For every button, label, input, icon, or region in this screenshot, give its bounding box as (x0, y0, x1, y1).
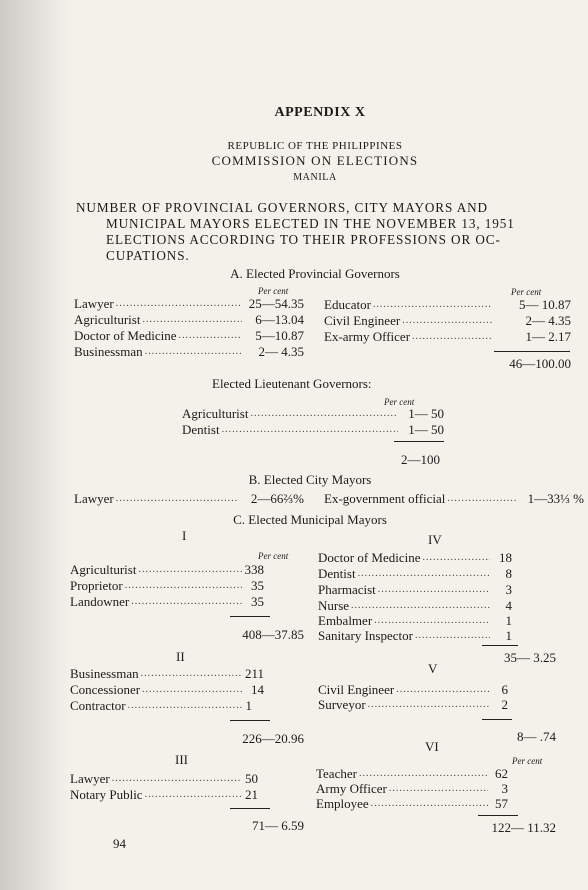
section-a-title: A. Elected Provincial Governors (230, 266, 400, 281)
total-rule (482, 719, 512, 720)
per-cent-label: Per cent (258, 551, 289, 561)
per-cent-label: Per cent (258, 286, 289, 296)
lieutenant-row (182, 422, 398, 437)
total-rule (394, 441, 444, 442)
row-value: 3 (501, 781, 508, 796)
row-value: 35 (251, 578, 264, 593)
row-label: Agriculturist (74, 312, 141, 327)
row-value: 14 (251, 682, 264, 697)
lieutenant-total: 2—100 (401, 452, 440, 467)
row-label: Ex-army Officer (324, 329, 411, 344)
row-label: Pharmacist (318, 582, 376, 597)
per-cent-label: Per cent (512, 756, 543, 766)
mayor-row (316, 766, 488, 781)
row-value: 35 (251, 594, 264, 609)
manila-line: MANILA (293, 172, 337, 183)
row-label: Educator (324, 297, 371, 312)
row-label: Civil Engineer (318, 682, 395, 697)
row-label: Dentist (182, 422, 220, 437)
row-label: Army Officer (316, 781, 387, 796)
mayor-row (70, 787, 242, 802)
mayor-row (318, 697, 490, 712)
row-value: 1— 50 (408, 422, 444, 437)
total-rule (230, 808, 270, 809)
group-total: 226—20.96 (242, 731, 304, 746)
mayor-row (316, 796, 488, 811)
mayor-row (318, 566, 490, 581)
row-label: Doctor of Medicine (318, 550, 421, 565)
row-value: 6 (501, 682, 508, 697)
row-label: Lawyer (74, 296, 114, 311)
row-label: Dentist (318, 566, 356, 581)
lieutenant-title: Elected Lieutenant Governors: (212, 376, 372, 391)
page-number: 94 (113, 836, 126, 851)
heading-line-1: NUMBER OF PROVINCIAL GOVERNORS, CITY MAYORS AND (76, 200, 488, 215)
row-label: Proprietor (70, 578, 123, 593)
row-value: 211 (244, 666, 264, 681)
heading-line-4: CUPATIONS. (106, 248, 190, 263)
row-label: Doctor of Medicine (74, 328, 177, 343)
group-numeral: II (176, 649, 185, 664)
row-label: Employee (316, 796, 369, 811)
mayor-row (70, 578, 242, 593)
row-value: 5— 10.87 (519, 297, 571, 312)
governor-row (324, 313, 492, 328)
mayor-row (70, 562, 242, 577)
row-value: 2 (501, 697, 508, 712)
row-label: Notary Public (70, 787, 143, 802)
total-rule (478, 815, 518, 816)
group-numeral: I (182, 528, 187, 543)
group-numeral: IV (428, 532, 442, 547)
governor-row (74, 344, 242, 359)
scan-shadow (0, 0, 70, 890)
total-rule (230, 720, 270, 721)
appendix-title: APPENDIX X (274, 105, 366, 120)
mayor-row (318, 628, 490, 643)
mayor-row (70, 698, 242, 713)
row-value: 2— 4.35 (525, 313, 571, 328)
row-label: Surveyor (318, 697, 366, 712)
governor-row (324, 297, 492, 312)
row-value: 5—10.87 (255, 328, 304, 343)
commission-line: COMMISSION ON ELECTIONS (211, 153, 419, 168)
republic-line: REPUBLIC OF THE PHILIPPINES (227, 140, 403, 152)
row-value: 2— 4.35 (258, 344, 304, 359)
mayor-row (318, 613, 490, 628)
row-label: Lawyer (74, 491, 114, 506)
group-total: 122— 11.32 (491, 820, 556, 835)
heading-line-2: MUNICIPAL MAYORS ELECTED IN THE NOVEMBER 13, 1951 (106, 216, 515, 231)
row-value: 1—33⅓ % (527, 491, 584, 506)
mayor-row (70, 771, 242, 786)
group-total: 408—37.85 (242, 627, 304, 642)
row-value: 1— 2.17 (525, 329, 571, 344)
row-value: 8 (505, 566, 512, 581)
section-c-title: C. Elected Municipal Mayors (233, 512, 387, 527)
row-value: 6—13.04 (255, 312, 304, 327)
governor-row (74, 328, 242, 343)
mayor-row (70, 666, 242, 681)
row-value: 2—66⅔% (250, 491, 304, 506)
row-label: Contractor (70, 698, 126, 713)
row-label: Landowner (70, 594, 130, 609)
row-value: 1 (245, 698, 252, 713)
group-total: 35— 3.25 (504, 650, 556, 665)
row-label: Concessioner (70, 682, 141, 697)
row-label: Nurse (318, 598, 350, 613)
per-cent-label: Per cent (384, 397, 415, 407)
row-value: 4 (505, 598, 512, 613)
mayor-row (318, 582, 490, 597)
mayor-row (316, 781, 488, 796)
group-total: 8— .74 (517, 729, 556, 744)
total-rule (230, 616, 270, 617)
per-cent-label: Per cent (511, 287, 542, 297)
group-total: 71— 6.59 (252, 818, 304, 833)
row-label: Teacher (316, 766, 357, 781)
row-value: 18 (499, 550, 512, 565)
row-value: 62 (495, 766, 508, 781)
lieutenant-row (182, 406, 398, 421)
row-label: Businessman (74, 344, 143, 359)
row-label: Sanitary Inspector (318, 628, 413, 643)
heading-line-3: ELECTIONS ACCORDING TO THEIR PROFESSIONS OR OC- (106, 232, 501, 247)
row-value: 50 (245, 771, 258, 786)
row-label: Lawyer (70, 771, 110, 786)
governor-row (74, 312, 242, 327)
governor-row (74, 296, 242, 311)
row-value: 21 (245, 787, 258, 802)
row-label: Agriculturist (70, 562, 137, 577)
city-mayor-row (324, 491, 518, 506)
mayor-row (70, 682, 242, 697)
governor-row (324, 329, 492, 344)
mayor-row (318, 598, 490, 613)
group-numeral: VI (425, 739, 439, 754)
mayor-row (318, 550, 490, 565)
row-value: 25—54.35 (248, 296, 304, 311)
city-mayor-row (74, 491, 238, 506)
row-label: Civil Engineer (324, 313, 401, 328)
total-rule (482, 645, 518, 646)
row-label: Agriculturist (182, 406, 249, 421)
mayor-row (70, 594, 242, 609)
section-a-total: 46—100.00 (509, 356, 571, 371)
row-label: Embalmer (318, 613, 373, 628)
row-value: 1— 50 (408, 406, 444, 421)
mayor-row (318, 682, 490, 697)
section-b-title: B. Elected City Mayors (248, 472, 372, 487)
group-numeral: III (175, 752, 188, 767)
row-label: Ex-government official (324, 491, 446, 506)
row-value: 338 (244, 562, 264, 577)
row-value: 1 (505, 613, 512, 628)
group-numeral: V (428, 661, 438, 676)
row-value: 57 (495, 796, 508, 811)
row-value: 1 (505, 628, 512, 643)
row-value: 3 (505, 582, 512, 597)
total-rule (494, 351, 570, 352)
row-label: Businessman (70, 666, 139, 681)
